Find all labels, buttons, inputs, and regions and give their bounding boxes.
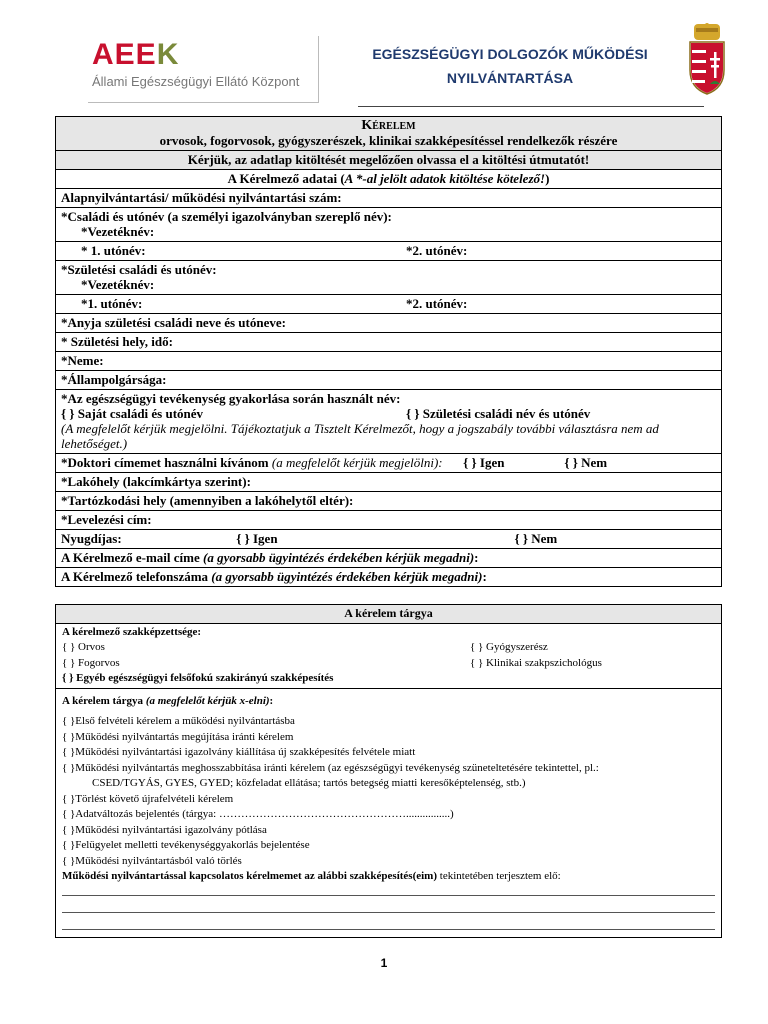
residence-field[interactable]: *Tartózkodási hely (amennyiben a lakóhelytől eltér): <box>56 492 722 511</box>
doctor-title-note: (a megfelelőt kérjük megjelölni): <box>271 455 443 470</box>
closing-bold: Működési nyilvántartással kapcsolatos kérelmemet az alábbi szakképesítés(eim) <box>62 870 438 882</box>
qualification-entry-line[interactable] <box>62 919 715 930</box>
request-item[interactable]: { }Első felvételi kérelem a működési nyilvántartásba <box>62 715 295 727</box>
doctor-title-label: *Doktori címemet használni kívánom <box>61 455 269 470</box>
form-heading: Kérelem <box>361 118 416 133</box>
request-item[interactable]: { }Működési nyilvántartási igazolvány pótlása <box>62 823 267 836</box>
practice-name-note: (A megfelelőt kérjük megjelölni. Tájékoztatjuk a Tisztelt Kérelmezőt, hogy a jogszabály további választásra nem ad lehetőséget.) <box>61 421 659 451</box>
request-subject-table <box>55 604 722 938</box>
closing-rest: tekintetében terjesztem elő: <box>437 870 561 882</box>
request-item[interactable]: { }Törlést követő újrafelvételi kérelem <box>62 792 234 805</box>
request-item[interactable]: { }Működési nyilvántartás meghosszabbítása iránti kérelem (az egészségügyi tevékenység szüneteltetésére tekintettel, pl.: <box>62 761 599 774</box>
request-item[interactable]: { }Működési nyilvántartásból való törlés <box>62 854 242 867</box>
title-line1: EGÉSZSÉGÜGYI DOLGOZÓK MŰKÖDÉSI <box>372 46 648 62</box>
logo-subtitle: Állami Egészségügyi Ellátó Központ <box>92 74 300 89</box>
applicant-form-table <box>55 116 722 587</box>
form-subheading: orvosok, fogorvosok, gyógyszerészek, klinikai szakképesítéssel rendelkezők részére <box>159 133 618 148</box>
mother-name-field[interactable]: *Anyja születési családi neve és utóneve: <box>56 314 722 333</box>
section-title-note: A *-al jelölt adatok kitöltése kötelező! <box>344 171 546 186</box>
birth-name-label: *Születési családi és utónév: <box>61 262 217 277</box>
qual-pharmacist-checkbox[interactable]: { } Gyógyszerész <box>470 641 548 653</box>
subject-title: A kérelem tárgya <box>56 605 722 624</box>
pensioner-row <box>56 530 722 549</box>
logo-mark-right: K <box>156 38 180 71</box>
first-names-row <box>56 242 722 261</box>
pensioner-label: Nyugdíjas: <box>61 531 122 546</box>
request-label: A kérelem tárgya <box>62 694 144 707</box>
practice-name-block <box>56 390 722 454</box>
birth-place-field[interactable]: * Születési hely, idő: <box>56 333 722 352</box>
birth-name-checkbox[interactable]: { } Születési családi név és utónév <box>406 406 591 421</box>
qual-other-checkbox[interactable]: { } Egyéb egészségügyi felsőfokú szakirányú szakképesítés <box>62 672 334 684</box>
birth-surname-field[interactable]: *Vezetéknév: <box>81 277 155 292</box>
first-name-2-field[interactable]: *2. utónév: <box>406 243 468 258</box>
document-title <box>360 42 660 90</box>
hungarian-coat-of-arms-icon <box>686 22 728 96</box>
request-item-continuation: CSED/TGYÁS, GYES, GYED; közfeladat ellátása; tartós betegség miatti keresőképtelenség, stb.) <box>92 777 526 789</box>
request-item[interactable]: { }Működési nyilvántartás megújítása iránti kérelem <box>62 730 294 743</box>
doctor-title-no-checkbox[interactable]: { } Nem <box>564 455 608 470</box>
request-item[interactable]: { }Adatváltozás bejelentés (tárgya: ……………………………………………................) <box>62 808 454 820</box>
pensioner-yes-checkbox[interactable]: { } Igen <box>236 531 278 546</box>
practice-name-label: *Az egészségügyi tevékenység gyakorlása során használt név: <box>61 391 401 406</box>
doctor-title-row <box>56 454 722 473</box>
postal-address-field[interactable]: *Levelezési cím: <box>56 511 722 530</box>
name-block <box>56 208 722 242</box>
title-line2: NYILVÁNTARTÁSA <box>446 70 574 86</box>
logo-mark-left: AEE <box>92 38 157 71</box>
citizenship-field[interactable]: *Állampolgársága: <box>56 371 722 390</box>
pensioner-no-checkbox[interactable]: { } Nem <box>514 531 558 546</box>
birth-first-name-1-field[interactable]: *1. utónév: <box>81 296 143 311</box>
request-item[interactable]: { }Működési nyilvántartási igazolvány kiállítása új szakképesítés felvétele miatt <box>62 746 416 758</box>
header-rule <box>358 106 704 107</box>
birth-first-names-row <box>56 295 722 314</box>
email-label: A Kérelmező e-mail címe <box>61 550 200 565</box>
qualification-block <box>56 623 722 688</box>
first-name-1-field[interactable]: * 1. utónév: <box>81 243 146 258</box>
request-label-note: (a megfelelőt kérjük x-elni) <box>145 694 270 707</box>
qual-psychologist-checkbox[interactable]: { } Klinikai szakpszichológus <box>470 656 602 669</box>
address-field[interactable]: *Lakóhely (lakcímkártya szerint): <box>56 473 722 492</box>
doctor-title-yes-checkbox[interactable]: { } Igen <box>463 455 505 470</box>
aeek-logo <box>88 36 319 103</box>
qualification-label: A kérelmező szakképzettsége: <box>62 625 202 638</box>
closing-statement <box>62 869 715 885</box>
page-header <box>0 0 768 110</box>
phone-field[interactable]: A Kérelmező telefonszáma (a gyorsabb ügyintézés érdekében kérjük megadni): <box>56 568 722 587</box>
phone-label: A Kérelmező telefonszáma <box>61 569 209 584</box>
form-notice: Kérjük, az adatlap kitöltését megelőzően olvassa el a kitöltési útmutatót! <box>56 151 722 170</box>
surname-field[interactable]: *Vezetéknév: <box>81 224 155 239</box>
qual-doctor-checkbox[interactable]: { } Orvos <box>62 641 105 653</box>
birth-first-name-2-field[interactable]: *2. utónév: <box>406 296 468 311</box>
form-heading-cell <box>56 117 722 151</box>
birth-name-block <box>56 261 722 295</box>
section-title <box>56 170 722 189</box>
page-number: 1 <box>380 956 388 970</box>
gender-field[interactable]: *Neme: <box>56 352 722 371</box>
section-title-end: ) <box>545 171 550 186</box>
qualification-entry-line[interactable] <box>62 902 715 913</box>
email-field[interactable]: A Kérelmező e-mail címe (a gyorsabb ügyintézés érdekében kérjük megadni): <box>56 549 722 568</box>
own-name-checkbox[interactable]: { } Saját családi és utónév <box>61 406 204 421</box>
qualification-entry-line[interactable] <box>62 885 715 896</box>
basic-registration-number-field[interactable]: Alapnyilvántartási/ működési nyilvántartási szám: <box>56 189 722 208</box>
email-note: (a gyorsabb ügyintézés érdekében kérjük megadni) <box>202 550 475 565</box>
request-item[interactable]: { }Felügyelet melletti tevékenységgyakorlás bejelentése <box>62 839 310 851</box>
name-label: *Családi és utónév (a személyi igazolványban szereplő név): <box>61 209 392 224</box>
section-title-text: A Kérelmező adatai ( <box>227 171 345 186</box>
qual-dentist-checkbox[interactable]: { } Fogorvos <box>62 656 120 669</box>
request-subject-block: A kérelem tárgya (a megfelelőt kérjük x-elni): { }Első felvételi kérelem a működési nyilvántartásba { }Működési nyilvántartás megújítása iránti kérelem { }Működési nyilvántartási igazolvány kiállítása új szakképesítés felvétele miatt { }Működési nyilvántartás meghosszabbítása iránti kérelem (az egészségügyi tevékenység szüneteltetésére tekintettel, pl.: CSED/TGYÁS, GYES, GYED; közfeladat ellátása; tartós betegség miatti keresőképtelenség, stb.) { }Törlést követő újrafelvételi kérelem { }Adatváltozás bejelentés (tárgya: ……………………………………………................) { }Működési nyilvántartási igazolvány pótlása { }Felügyelet melletti tevékenységgyakorlás bejelentése { }Működési nyilvántartásból való törlés Működési nyilvántartással kapcsolatos kérelmemet az alábbi szakképesítés(eim) tekintetében terjesztem elő: <box>56 688 722 937</box>
phone-note: (a gyorsabb ügyintézés érdekében kérjük megadni) <box>211 569 483 584</box>
